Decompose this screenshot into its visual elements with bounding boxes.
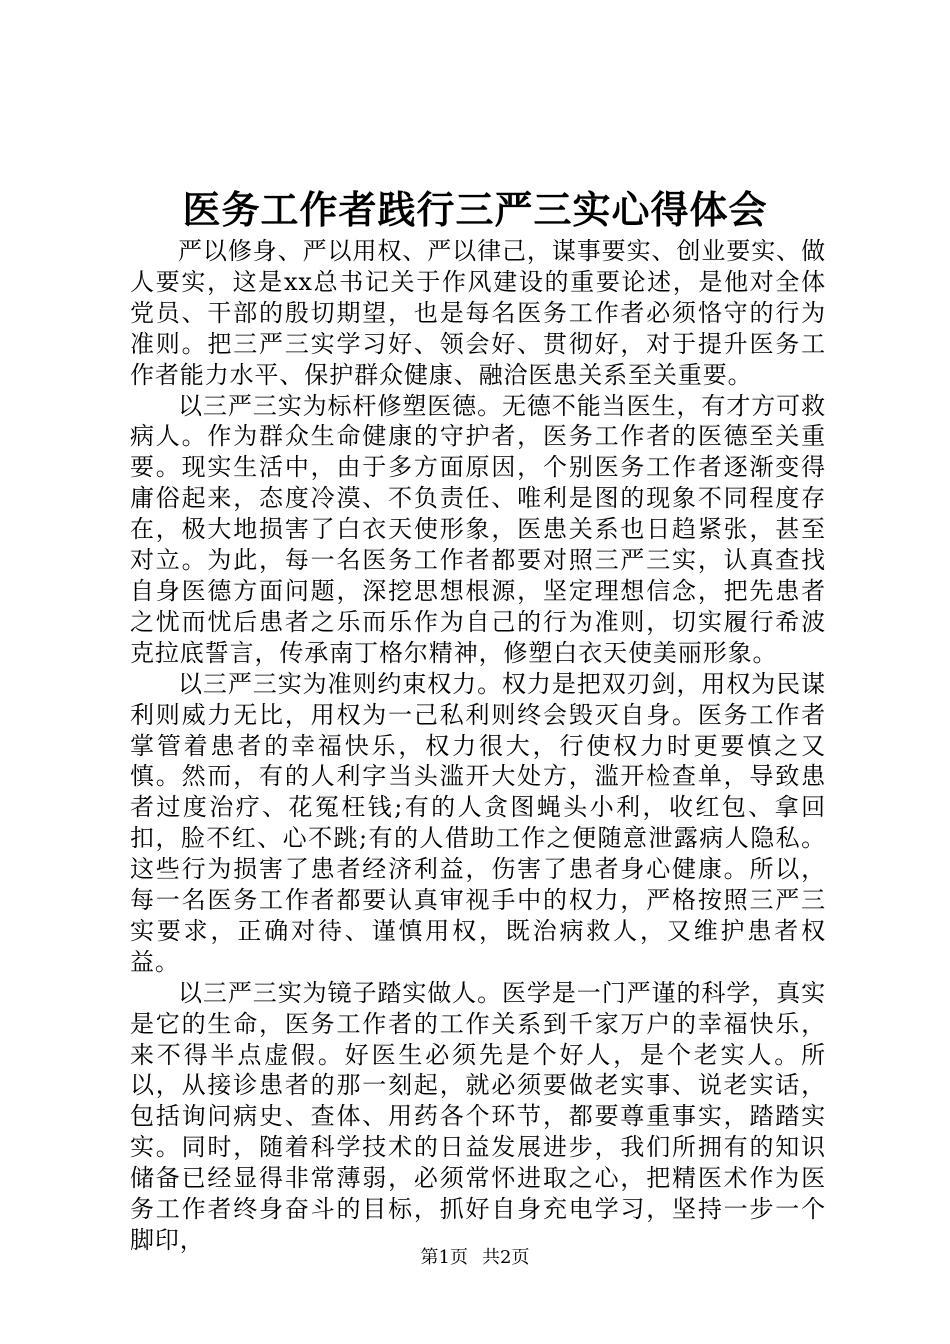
page-footer — [0, 1247, 950, 1269]
paragraph-intro: 严以修身、严以用权、严以律己，谋事要实、创业要实、做人要实，这是xx总书记关于作风建设的重要论述，是他对全体党员、干部的殷切期望，也是每名医务工作者必须恪守的行为准则。把三严三实学习好、领会好、贯彻好，对于提升医务工作者能力水平、保护群众健康、融洽医患关系至关重要。 — [130, 237, 826, 389]
paragraph-medical-ethics: 以三严三实为标杆修塑医德。无德不能当医生，有才方可救病人。作为群众生命健康的守护者，医务工作者的医德至关重要。现实生活中，由于多方面原因，个别医务工作者逐渐变得庸俗起来，态度冷漠、不负责任、唯利是图的现象不同程度存在，极大地损害了白衣天使形象，医患关系也日趋紧张，甚至对立。为此，每一名医务工作者都要对照三严三实，认真查找自身医德方面问题，深挖思想根源，坚定理想信念，把先患者之忧而忧后患者之乐而乐作为自己的行为准则，切实履行希波克拉底誓言，传承南丁格尔精神，修塑白衣天使美丽形象。 — [130, 391, 826, 667]
document-body — [130, 236, 826, 1256]
paragraph-honest-conduct: 以三严三实为镜子踏实做人。医学是一门严谨的科学，真实是它的生命，医务工作者的工作关系到千家万户的幸福快乐，来不得半点虚假。好医生必须先是个好人，是个老实人。所以，从接诊患者的那一刻起，就必须要做老实事、说老实话，包括询问病史、查体、用药各个环节，都要尊重事实，踏踏实实。同时，随着科学技术的日益发展进步，我们所拥有的知识储备已经显得非常薄弱，必须常怀进取之心，把精医术作为医务工作者终身奋斗的目标，抓好自身充电学习，坚持一步一个脚印， — [130, 978, 826, 1254]
document-title: 医务工作者践行三严三实心得体会 — [182, 187, 768, 232]
page-number-current: 第1页 — [420, 1247, 468, 1268]
page-number-total: 共2页 — [482, 1247, 530, 1268]
paragraph-power-restraint: 以三严三实为准则约束权力。权力是把双刃剑，用权为民谋利则威力无比，用权为一己私利则终会毁灭自身。医务工作者掌管着患者的幸福快乐，权力很大，行使权力时更要慎之又慎。然而，有的人利字当头滥开大处方，滥开检查单，导致患者过度治疗、花冤枉钱;有的人贪图蝇头小利，收红包、拿回扣，脸不红、心不跳;有的人借助工作之便随意泄露病人隐私。这些行为损害了患者经济利益，伤害了患者身心健康。所以，每一名医务工作者都要认真审视手中的权力，严格按照三严三实要求，正确对待、谨慎用权，既治病救人，又维护患者权益。 — [130, 669, 826, 976]
